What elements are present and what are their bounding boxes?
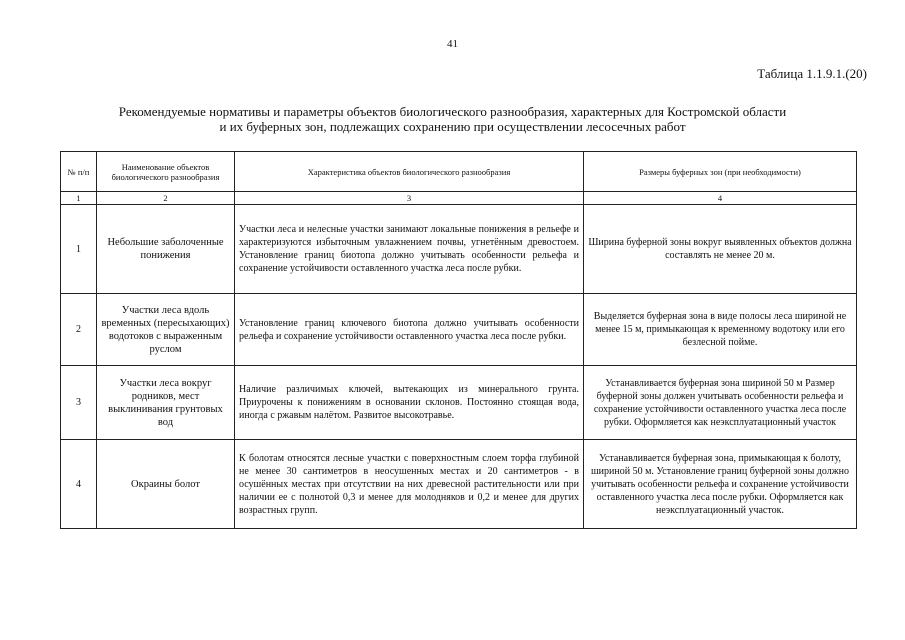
header-row: [61, 152, 857, 192]
row-name: Небольшие заболоченные понижения: [97, 205, 235, 294]
page-number: 41: [447, 38, 458, 50]
col-number: 1: [61, 192, 97, 205]
row-buffer: Устанавливается буферная зона шириной 50 м Размер буферной зоны должен учитывать особенности рельефа и сохранение устойчивости оставленного участка леса после рубки. Оформляется как неэксплуатационный участок: [584, 366, 857, 440]
row-buffer: Выделяется буферная зона в виде полосы леса шириной не менее 15 м, примыкающая к временному водотоку или его безлесной пойме.: [584, 294, 857, 366]
col-number: 2: [97, 192, 235, 205]
table-label: Таблица 1.1.9.1.(20): [757, 66, 867, 81]
title-line-2: и их буферных зон, подлежащих сохранению при осуществлении лесосечных работ: [219, 119, 686, 134]
row-num: 2: [61, 294, 97, 366]
row-num: 4: [61, 440, 97, 529]
col-number: 4: [584, 192, 857, 205]
row-desc: К болотам относятся лесные участки с поверхностным слоем торфа глубиной не менее 30 сантиметров в неосушенных местах и 20 сантиметров - в осушённых местах при отсутствии на них древесной растительности или при наличии ее с полнотой 0,3 и менее для молодняков и 0,2 и менее для других возрастных групп.: [235, 440, 584, 529]
row-desc: Установление границ ключевого биотопа должно учитывать особенности рельефа и сохранение устойчивости оставленного участка леса после рубки.: [235, 294, 584, 366]
table-row: [61, 294, 857, 366]
table-title: [60, 104, 845, 134]
row-name: Участки леса вокруг родников, мест выклинивания грунтовых вод: [97, 366, 235, 440]
title-line-1: Рекомендуемые нормативы и параметры объектов биологического разнообразия, характерных для Костромской области: [118, 104, 787, 119]
row-name: Участки леса вдоль временных (пересыхающих) водотоков с выраженным руслом: [97, 294, 235, 366]
header-name: Наименование объектов биологического разнообразия: [97, 152, 235, 192]
row-name: Окраины болот: [97, 440, 235, 529]
row-desc: Участки леса и нелесные участки занимают локальные понижения в рельефе и характеризуются избыточным увлажнением почвы, угнетённым древостоем. Установление границ биотопа должно учитывать особенности рельефа и сохранение устойчивости оставленного участка леса после рубки.: [235, 205, 584, 294]
row-num: 3: [61, 366, 97, 440]
col-number: 3: [235, 192, 584, 205]
row-num: 1: [61, 205, 97, 294]
header-desc: Характеристика объектов биологического разнообразия: [235, 152, 584, 192]
row-buffer: Ширина буферной зоны вокруг выявленных объектов должна составлять не менее 20 м.: [584, 205, 857, 294]
row-buffer: Устанавливается буферная зона, примыкающая к болоту, шириной 50 м. Установление границ буферной зоны должно учитывать особенности рельефа и сохранение устойчивости оставленного участка леса после рубки. Оформляется как неэксплуатационный участок.: [584, 440, 857, 529]
biodiversity-table: [60, 151, 857, 529]
row-desc: Наличие различимых ключей, вытекающих из минерального грунта. Приурочены к понижениям в основании склонов. Постоянно стоящая вода, иногда с ржавым налётом. Развитое высокотравье.: [235, 366, 584, 440]
table-row: [61, 205, 857, 294]
header-buffer: Размеры буферных зон (при необходимости): [584, 152, 857, 192]
column-number-row: [61, 192, 857, 205]
header-num: № п/п: [61, 152, 97, 192]
table-row: [61, 366, 857, 440]
table-row: [61, 440, 857, 529]
